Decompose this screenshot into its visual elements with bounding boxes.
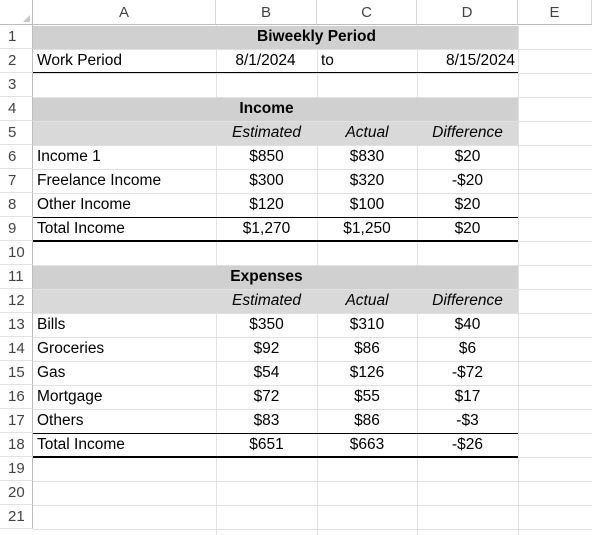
expense-item-label[interactable]: Groceries	[37, 340, 105, 357]
column-header-c[interactable]: C	[317, 0, 417, 25]
income-item-actual[interactable]: $320	[349, 172, 385, 189]
expenses-total-difference[interactable]: -$26	[451, 436, 484, 453]
income-item-difference[interactable]: $20	[454, 148, 481, 165]
expense-item-label[interactable]: Bills	[37, 316, 66, 333]
row-header[interactable]: 11	[0, 265, 33, 289]
sheet-title[interactable]: Biweekly Period	[257, 28, 376, 45]
income-item-estimated[interactable]: $850	[249, 148, 284, 165]
row-header[interactable]: 21	[0, 505, 33, 529]
income-heading[interactable]: Income	[239, 100, 294, 117]
row-header[interactable]: 19	[0, 457, 33, 481]
row-header[interactable]: 2	[0, 49, 33, 73]
income-header-actual[interactable]: Actual	[345, 124, 389, 141]
gridline	[518, 25, 519, 535]
row-header[interactable]: 5	[0, 121, 33, 145]
expense-item-estimated[interactable]: $92	[253, 340, 280, 357]
income-header-estimated[interactable]: Estimated	[232, 124, 301, 141]
expense-item-difference[interactable]: $6	[458, 340, 477, 357]
expense-item-actual[interactable]: $310	[349, 316, 385, 333]
gridline	[33, 481, 592, 482]
column-header-a[interactable]: A	[33, 0, 216, 25]
work-period-label[interactable]: Work Period	[37, 52, 122, 69]
row-header[interactable]: 4	[0, 97, 33, 121]
expense-item-label[interactable]: Others	[37, 412, 84, 429]
row-header[interactable]: 18	[0, 433, 33, 457]
income-item-estimated[interactable]: $120	[249, 196, 284, 213]
expense-item-estimated[interactable]: $83	[253, 412, 280, 429]
row-header[interactable]: 9	[0, 217, 33, 241]
gridline	[33, 73, 592, 74]
gridline	[33, 505, 592, 506]
row-header[interactable]: 6	[0, 145, 33, 169]
expense-item-label[interactable]: Mortgage	[37, 388, 103, 405]
row-header[interactable]: 16	[0, 385, 33, 409]
work-period-start[interactable]: 8/1/2024	[235, 52, 296, 69]
expense-item-difference[interactable]: $40	[454, 316, 481, 333]
select-all-corner[interactable]	[0, 0, 33, 25]
row-header[interactable]: 15	[0, 361, 33, 385]
row-header[interactable]: 7	[0, 169, 33, 193]
expense-item-label[interactable]: Gas	[37, 364, 66, 381]
income-total-difference[interactable]: $20	[454, 220, 481, 237]
income-item-estimated[interactable]: $300	[249, 172, 284, 189]
income-item-label[interactable]: Freelance Income	[37, 172, 162, 189]
expenses-header-difference[interactable]: Difference	[432, 292, 503, 309]
income-total-label[interactable]: Total Income	[37, 220, 125, 237]
income-total-estimated[interactable]: $1,270	[242, 220, 291, 237]
work-period-to[interactable]: to	[321, 52, 334, 69]
income-item-actual[interactable]: $100	[349, 196, 385, 213]
income-total-actual[interactable]: $1,250	[343, 220, 391, 237]
expense-item-estimated[interactable]: $54	[253, 364, 280, 381]
income-item-label[interactable]: Income 1	[37, 148, 101, 165]
row-header[interactable]: 20	[0, 481, 33, 505]
income-item-label[interactable]: Other Income	[37, 196, 131, 213]
row-header[interactable]: 3	[0, 73, 33, 97]
expense-item-actual[interactable]: $55	[354, 388, 380, 405]
expenses-header-estimated[interactable]: Estimated	[232, 292, 301, 309]
expense-item-difference[interactable]: $17	[454, 388, 481, 405]
expenses-total-actual[interactable]: $663	[349, 436, 385, 453]
income-item-difference[interactable]: -$20	[451, 172, 484, 189]
column-header-e[interactable]: E	[518, 0, 592, 25]
expense-item-actual[interactable]: $126	[349, 364, 385, 381]
expense-item-difference[interactable]: -$3	[456, 412, 479, 429]
expenses-total-label[interactable]: Total Income	[37, 436, 125, 453]
row-header[interactable]: 10	[0, 241, 33, 265]
expenses-header-actual[interactable]: Actual	[345, 292, 389, 309]
expense-item-actual[interactable]: $86	[354, 412, 380, 429]
income-item-actual[interactable]: $830	[349, 148, 385, 165]
income-header-difference[interactable]: Difference	[432, 124, 503, 141]
expense-item-estimated[interactable]: $72	[253, 388, 280, 405]
row-header[interactable]: 12	[0, 289, 33, 313]
row-header[interactable]: 14	[0, 337, 33, 361]
expense-item-difference[interactable]: -$72	[451, 364, 484, 381]
expenses-total-estimated[interactable]: $651	[249, 436, 284, 453]
income-item-difference[interactable]: $20	[454, 196, 481, 213]
expense-item-estimated[interactable]: $350	[249, 316, 284, 333]
row-header[interactable]: 1	[0, 25, 33, 49]
row-header[interactable]: 13	[0, 313, 33, 337]
column-header-d[interactable]: D	[417, 0, 518, 25]
row-header[interactable]: 8	[0, 193, 33, 217]
work-period-end[interactable]: 8/15/2024	[446, 52, 515, 69]
gridline	[33, 529, 592, 530]
expense-item-actual[interactable]: $86	[354, 340, 380, 357]
row-header[interactable]: 17	[0, 409, 33, 433]
column-header-b[interactable]: B	[216, 0, 317, 25]
expenses-heading[interactable]: Expenses	[230, 268, 303, 285]
